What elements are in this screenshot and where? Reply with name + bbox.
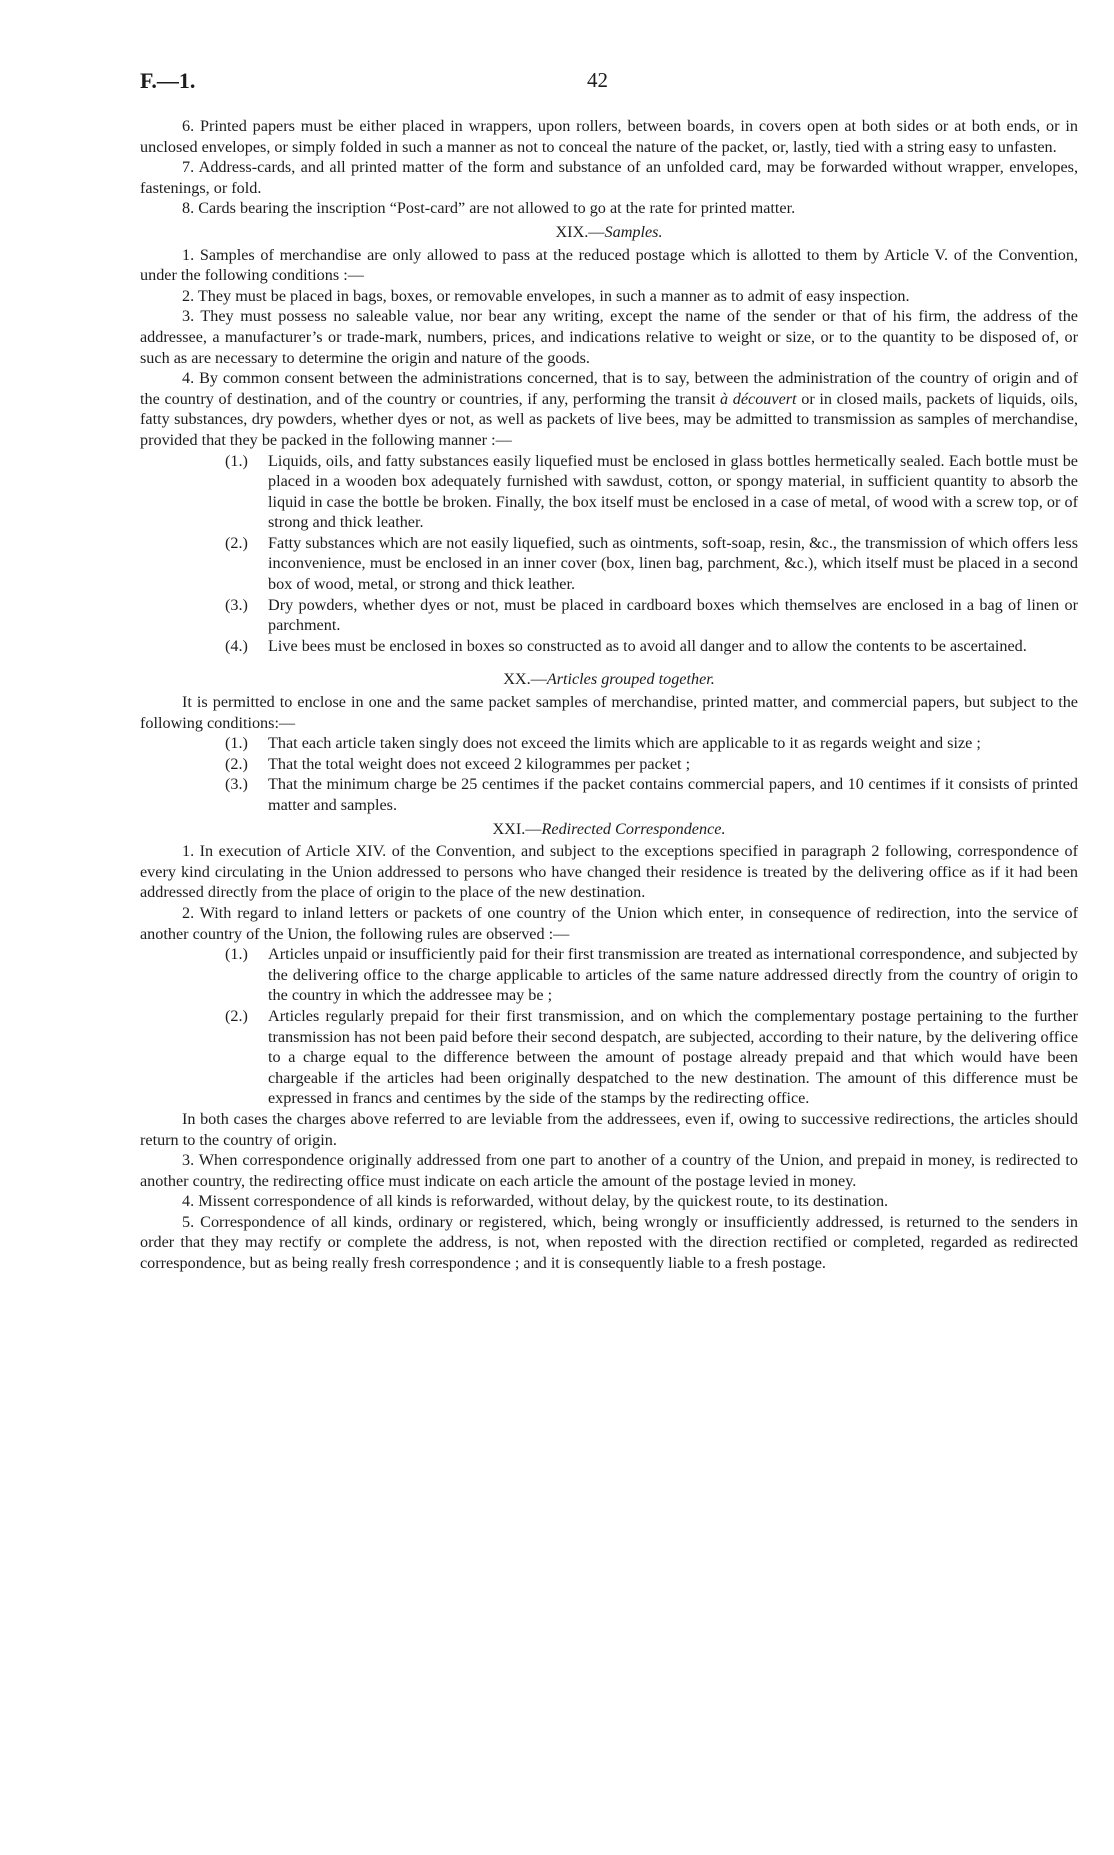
paragraph-printed-papers-6: 6. Printed papers must be either placed in wrappers, upon rollers, between boards, in covers open at both sides or at both ends, or in unclosed envelopes, or simply folded in such a manner as not to conceal the nature of the packet, or, lastly, tied with a string easy to unfasten. — [140, 117, 1078, 156]
list-item-number: (2.) — [225, 533, 248, 552]
section-heading-redirected-correspondence — [140, 819, 1078, 840]
section-number: XX.— — [503, 670, 547, 689]
list-item-number: (4.) — [225, 636, 248, 655]
paragraph-samples-3: 3. They must possess no saleable value, nor bear any writing, except the name of the sender or that of his firm, the address of the addressee, a manufacturer’s or trade-mark, numbers, prices, and indications relative to weight or size, or to the quantity to be disposed of, or such as are necessary to determine the origin and nature of the goods. — [140, 307, 1078, 367]
list-item-text: Fatty substances which are not easily liquefied, such as ointments, soft-soap, resin, &c., the transmission of which offers less inconvenience, must be enclosed in an inner cover (box, linen bag, parchment, &c.), which itself must be placed in a second box of wood, metal, or strong and thick leather. — [268, 533, 1078, 594]
paragraph-redirected-4: 4. Missent correspondence of all kinds is reforwarded, without delay, by the quickest route, to its destination. — [182, 1192, 889, 1211]
paragraph-both-cases: In both cases the charges above referred to are leviable from the addressees, even if, owing to successive redirections, the articles should return to the country of origin. — [140, 1109, 1078, 1149]
list-item-number: (2.) — [225, 1006, 248, 1025]
list-item — [225, 1006, 1078, 1109]
list-item-text: That each article taken singly does not exceed the limits which are applicable to it as regards weight and size ; — [268, 734, 981, 753]
paragraph-samples-1: 1. Samples of merchandise are only allowed to pass at the reduced postage which is allotted to them by Article V. of the Convention, under the following conditions :— — [140, 245, 1078, 285]
section-number: XIX.— — [555, 222, 605, 241]
list-item-text: Liquids, oils, and fatty substances easily liquefied must be enclosed in glass bottles hermetically sealed. Each bottle must be placed in a wooden box adequately furnished with sawdust, cotton, or spongy material, in sufficient quantity to absorb the liquid in case the bottle be broken. Finally, the box itself must be enclosed in a case of metal, of wood with a screw top, or of strong and thick leather. — [268, 451, 1078, 532]
section-heading-articles-grouped — [140, 669, 1078, 690]
text-run: 4. By common consent between the administrations concerned, that is to say, between the administration of the country of origin and of the country of destination, and of the country or countries, if any, performing the transit — [140, 369, 1078, 408]
italic-term: à découvert — [719, 389, 797, 408]
paragraph-samples-2: 2. They must be placed in bags, boxes, or removable envelopes, in such a manner as to admit of easy inspection. — [182, 286, 910, 305]
paragraph-redirected-1: 1. In execution of Article XIV. of the Convention, and subject to the exceptions specified in paragraph 2 following, correspondence of every kind circulating in the Union addressed to persons who have changed their residence is treated by the delivering office as if it had been addressed directly from the place of origin to the place of the new destination. — [140, 842, 1078, 902]
paragraph-grouped-intro: It is permitted to enclose in one and the same packet samples of merchandise, printed matter, and commercial papers, but subject to the following conditions:— — [140, 693, 1078, 732]
list-item-text: Dry powders, whether dyes or not, must be placed in cardboard boxes which themselves are enclosed in a bag of linen or parchment. — [268, 595, 1078, 635]
document-body — [140, 116, 1078, 1274]
paragraph-redirected-3: 3. When correspondence originally addressed from one part to another of a country of the Union, and prepaid in money, is redirected to another country, the redirecting office must indicate on each article the amount of the postage levied in money. — [140, 1151, 1078, 1190]
section-number: XXI.— — [492, 819, 542, 838]
text-run: or in closed mails, packets of liquids, oils, fatty substances, dry powders, whether dyes or not, as well as packets of live bees, may be admitted to transmission as samples of merchandise, provided that they be packed in the following manner :— — [140, 389, 1078, 449]
section-title: Redirected Correspondence. — [541, 819, 726, 838]
section-heading-samples — [140, 222, 1078, 243]
list-item-number: (1.) — [225, 451, 248, 470]
paragraph-printed-papers-8: 8. Cards bearing the inscription “Post-card” are not allowed to go at the rate for printed matter. — [182, 199, 796, 218]
list-item-text: That the total weight does not exceed 2 kilogrammes per packet ; — [268, 754, 691, 773]
list-item — [225, 754, 1078, 775]
list-item — [225, 451, 1078, 533]
list-item — [225, 944, 1078, 1006]
section-title: Articles grouped together. — [546, 670, 715, 689]
document-reference: F.—1. — [140, 68, 196, 93]
list-item — [225, 595, 1078, 636]
page-number: 42 — [587, 68, 608, 92]
list-item — [225, 733, 1078, 754]
paragraph-printed-papers-7: 7. Address-cards, and all printed matter of the form and substance of an unfolded card, may be forwarded without wrapper, envelopes, fastenings, or fold. — [140, 158, 1078, 197]
list-item-text: That the minimum charge be 25 centimes if the packet contains commercial papers, and 10 centimes if it consists of printed matter and samples. — [268, 775, 1078, 814]
paragraph-redirected-2: 2. With regard to inland letters or packets of one country of the Union which enter, in consequence of redirection, into the service of another country of the Union, the following rules are observed :— — [140, 903, 1078, 943]
list-item-number: (3.) — [225, 775, 248, 794]
list-item-text: Live bees must be enclosed in boxes so constructed as to avoid all danger and to allow the contents to be ascertained. — [268, 636, 1027, 655]
list-item-text: Articles regularly prepaid for their first transmission, and on which the complementary postage pertaining to the further transmission has not been paid before their second despatch, are subjected, according to their nature, by the delivering office to a charge equal to the difference between the amount of postage already prepaid and that which would have been chargeable if the articles had been originally despatched to the new destination. The amount of this difference must be expressed in francs and centimes by the side of the stamps by the redirecting office. — [268, 1006, 1078, 1108]
paragraph-samples-4 — [140, 368, 1078, 450]
list-item-text: Articles unpaid or insufficiently paid for their first transmission are treated as international correspondence, and subjected by the delivering office to the charge applicable to articles of the same nature addressed directly from the country of origin to the country in which the addressee may be ; — [268, 945, 1078, 1005]
list-item-number: (1.) — [225, 734, 248, 753]
list-item — [225, 533, 1078, 595]
list-item-number: (2.) — [225, 754, 248, 773]
list-item-number: (1.) — [225, 945, 248, 964]
list-item — [225, 636, 1078, 657]
paragraph-redirected-5: 5. Correspondence of all kinds, ordinary or registered, which, being wrongly or insufficiently addressed, is returned to the senders in order that they may rectify or complete the address, is not, when reposted with the direction rectified or completed, regarded as redirected correspondence, but as being really fresh correspondence ; and it is consequently liable to a fresh postage. — [140, 1212, 1078, 1273]
section-title: Samples. — [604, 222, 663, 241]
list-item — [225, 774, 1078, 815]
list-item-number: (3.) — [225, 595, 248, 614]
